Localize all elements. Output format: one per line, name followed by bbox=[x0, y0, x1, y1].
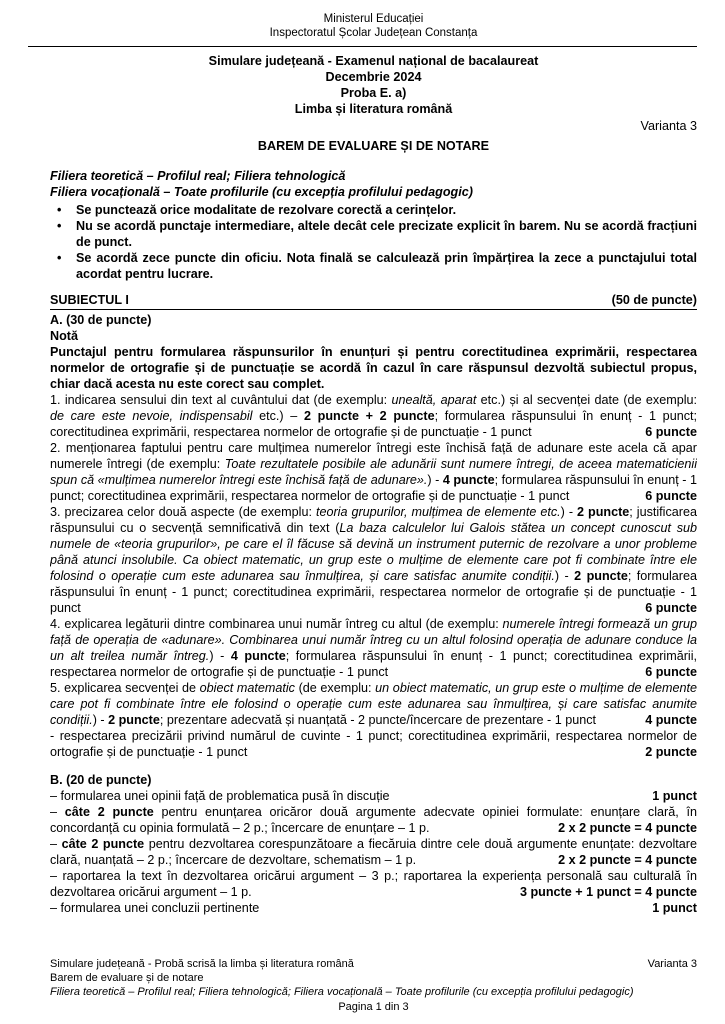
variant-label: Varianta 3 bbox=[640, 119, 697, 133]
rubric-item-5 bbox=[50, 680, 697, 728]
part-a-heading bbox=[50, 312, 697, 328]
rubric-item-text: – formularea unei concluzii pertinente bbox=[50, 901, 260, 915]
document-header bbox=[50, 10, 697, 40]
inspectorate-line: Inspectoratul Școlar Județean Constanța bbox=[269, 27, 478, 39]
exam-title-line-3: Proba E. a) bbox=[340, 86, 407, 100]
rubric-item-text: – formularea unei opinii față de problematica pusă în discuție bbox=[50, 789, 390, 803]
rubric-item-4 bbox=[50, 616, 697, 680]
rubric-b-item-3 bbox=[50, 836, 697, 868]
note-label: Notă bbox=[50, 329, 78, 343]
footer-barem-line: Barem de evaluare și de notare bbox=[50, 972, 204, 984]
footer-row-1 bbox=[50, 957, 697, 971]
rubric-b-item-2 bbox=[50, 804, 697, 836]
grading-scale-title: BAREM DE EVALUARE ȘI DE NOTARE bbox=[257, 139, 490, 153]
rubric-item-1 bbox=[50, 392, 697, 440]
page-footer bbox=[50, 957, 697, 1014]
part-b-points: (20 de puncte) bbox=[66, 773, 152, 787]
exam-title-line-2: Decembrie 2024 bbox=[325, 70, 422, 84]
bullet-marker-icon: • bbox=[57, 219, 62, 233]
rubric-b-item-4 bbox=[50, 868, 697, 900]
item-points: 6 puncte bbox=[645, 425, 697, 439]
ministry-line: Ministerul Educației bbox=[323, 13, 424, 25]
part-a-label: A. bbox=[50, 313, 63, 327]
rubric-item-text: – câte 2 puncte pentru enunțarea oricăror două argumente adecvate opiniei formulate: enunțare clară, în concordanță cu opinia formulată – 2 p.; încercare de enunțare – 1 p. bbox=[50, 805, 697, 835]
bullet-marker-icon: • bbox=[57, 203, 62, 217]
exam-title-line-1: Simulare județeană - Examenul național de bacalaureat bbox=[208, 54, 539, 68]
item-points: 6 puncte bbox=[645, 601, 697, 615]
rule-item bbox=[50, 218, 697, 250]
grading-rules-list bbox=[50, 202, 697, 282]
footer-filiera-line: Filiera teoretică – Profilul real; Filiera tehnologică; Filiera vocațională – Toate profilurile (cu excepția profilului pedagogic) bbox=[50, 986, 634, 998]
item-points: 2 x 2 puncte = 4 puncte bbox=[558, 821, 697, 835]
title-block bbox=[50, 53, 697, 117]
bullet-marker-icon: • bbox=[57, 251, 62, 265]
item-points: 1 punct bbox=[652, 789, 697, 803]
rubric-b-item-1 bbox=[50, 788, 697, 804]
rubric-item-text: 1. indicarea sensului din text al cuvântului dat (de exemplu: unealtă, aparat etc.) și al secvenței date (de exemplu: de care este nevoie, indispensabil etc.) – 2 puncte + 2 puncte; formularea răspunsului în enunț - 1 punct; corectitudinea exprimării, respectarea normelor de ortografie și de punctuație - 1 punct bbox=[50, 393, 697, 439]
item-points: 1 punct bbox=[652, 901, 697, 915]
rubric-item-text: – raportarea la text în dezvoltarea oricărui argument – 3 p.; raportarea la experiența personală sau culturală în dezvoltarea oricărui argument – 1 p. bbox=[50, 869, 697, 899]
footer-variant: Varianta 3 bbox=[647, 958, 697, 970]
rule-text: Se acordă zece puncte din oficiu. Nota finală se calculează prin împărțirea la zece a punctajului total acordat pentru lucrare. bbox=[76, 251, 697, 281]
rubric-item-3 bbox=[50, 504, 697, 616]
rubric-item-text: 3. precizarea celor două aspecte (de exemplu: teoria grupurilor, mulțimea de elemente etc.) - 2 puncte; justificarea răspunsului cu o secvență semnificativă din text (La baza calculelor lui Galois stătea un concept cunoscut sub numele de «teoria grupurilor», pe care el îl făcuse să devină un instrument puternic de rezolvare a unor probleme până atunci insolubile. Ca obiect matematic, un grup este o mulțime de elemente care pot fi combinate între ele folosind o operație cum este adunarea sau înmulțirea, și care satisfac anumite condiții.) - 2 puncte; formularea răspunsului în enunț - 1 punct; corectitudinea exprimării, respectarea normelor de ortografie și de punctuație - 1 punct bbox=[50, 505, 697, 615]
rule-item bbox=[50, 202, 697, 218]
exam-title-line-4: Limba și literatura română bbox=[294, 102, 453, 116]
part-a-points: (30 de puncte) bbox=[66, 313, 152, 327]
rule-item bbox=[50, 250, 697, 282]
rubric-item-extra bbox=[50, 728, 697, 760]
profile-lines bbox=[50, 168, 697, 200]
part-b-label: B. bbox=[50, 773, 63, 787]
item-points: 6 puncte bbox=[645, 665, 697, 679]
item-points: 4 puncte bbox=[645, 713, 697, 727]
subject1-points: (50 de puncte) bbox=[611, 293, 697, 307]
item-points: 2 puncte bbox=[645, 745, 697, 759]
rubric-item-text: - respectarea precizării privind numărul de cuvinte - 1 punct; corectitudinea exprimării, respectarea normelor de ortografie și de punctuație - 1 punct bbox=[50, 729, 697, 759]
rubric-item-text: – câte 2 puncte pentru dezvoltarea corespunzătoare a fiecăruia dintre cele două argumente enunțate: dezvoltare clară, nuanțată – 2 p.; încercare de dezvoltare, schematism – 1 p. bbox=[50, 837, 697, 867]
item-points: 6 puncte bbox=[645, 489, 697, 503]
rule-text: Nu se acordă punctaje intermediare, altele decât cele precizate explicit în barem. Nu se acordă fracțiuni de punct. bbox=[76, 219, 697, 249]
footer-exam-line: Simulare județeană - Probă scrisă la limba și literatura română bbox=[50, 958, 354, 970]
footer-page-number: Pagina 1 din 3 bbox=[338, 1001, 409, 1013]
item-points: 3 puncte + 1 punct = 4 puncte bbox=[519, 885, 697, 899]
subject1-heading-row bbox=[50, 292, 697, 310]
rubric-item-text: 4. explicarea legăturii dintre combinarea unui număr întreg cu altul (de exemplu: numerele întregi formează un grup față de operația de «adunare». Combinarea unui număr întreg cu un altul folosind operația de adunare conduce la un alt treilea număr întreg.) - 4 puncte; formularea răspunsului în enunț - 1 punct; corectitudinea exprimării, respectarea normelor de ortografie și de punctuație - 1 punct bbox=[50, 617, 697, 679]
item-points: 2 x 2 puncte = 4 puncte bbox=[558, 853, 697, 867]
rule-text: Se punctează orice modalitate de rezolvare corectă a cerințelor. bbox=[76, 203, 457, 217]
note-text: Punctajul pentru formularea răspunsurilor în enunțuri și pentru corectitudinea exprimării, respectarea normelor de ortografie și de punctuație se acordă în cazul în care răspunsul dezvoltă subiectul propus, chiar dacă acesta nu este corect sau complet. bbox=[50, 345, 697, 391]
part-b-heading bbox=[50, 772, 697, 788]
subject1-title: SUBIECTUL I bbox=[50, 293, 129, 307]
profile-line-2: Filiera vocațională – Toate profilurile (cu excepția profilului pedagogic) bbox=[50, 185, 473, 199]
rubric-b-item-5 bbox=[50, 900, 697, 916]
rubric-item-2 bbox=[50, 440, 697, 504]
rubric-item-text: 2. menționarea faptului pentru care mulțimea numerelor întregi este închisă față de adunare este acela că apar numerele întregi (de exemplu: Toate rezultatele posibile ale adunării sunt numere întregi, de aceea matematicienii spun că «mulțimea numerelor întregi este închisă față de adunare».) - 4 puncte; formularea răspunsului în enunț - 1 punct; corectitudinea exprimării, respectarea normelor de ortografie și de punctuație - 1 punct bbox=[50, 441, 697, 503]
header-divider bbox=[28, 46, 697, 47]
profile-line-1: Filiera teoretică – Profilul real; Filiera tehnologică bbox=[50, 169, 346, 183]
rubric-item-text: 5. explicarea secvenței de obiect matematic (de exemplu: un obiect matematic, un grup este o mulțime de elemente care pot fi combinate între ele folosind o operație cum este adunarea sau înmulțirea, și care satisfac anumite condiții.) - 2 puncte; prezentare adecvată și nuanțată - 2 puncte/încercare de prezentare - 1 punct bbox=[50, 681, 697, 727]
